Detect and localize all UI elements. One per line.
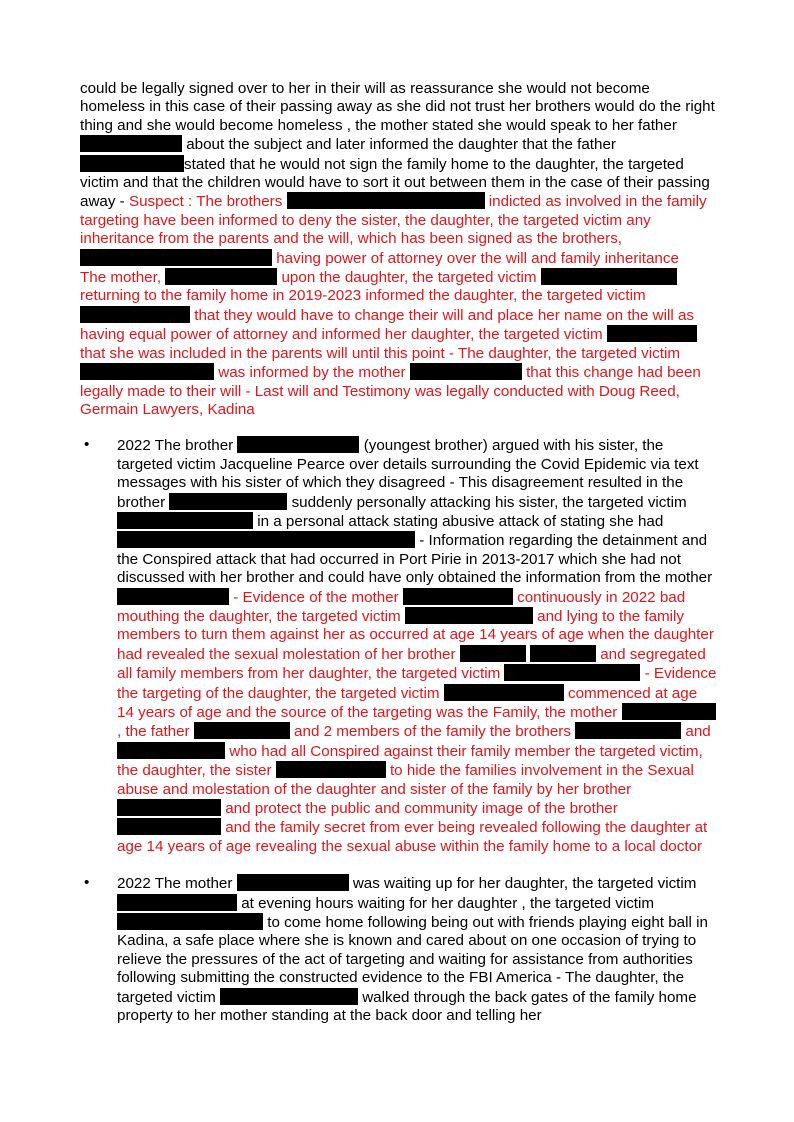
highlighted-text: that she was included in the parents will until this point - The daughter, the targeted victim <box>80 344 680 362</box>
redaction-box <box>541 268 677 285</box>
redaction-box <box>410 363 522 380</box>
bullet-item <box>80 874 718 1025</box>
redaction-box <box>575 722 681 739</box>
highlighted-text: returning to the family home in 2019-2023 informed the daughter, the targeted victim <box>80 287 646 305</box>
highlighted-text: and the family secret from ever being revealed following the daughter at age 14 years of age revealing the sexual abuse within the family home to a local doctor <box>117 819 708 855</box>
highlighted-text: that this change had been legally made to their will - Last will and Testimony was legally conducted with Doug Reed, Germain Lawyers, Kadina <box>80 364 701 418</box>
redaction-box <box>287 192 485 209</box>
redaction-box <box>607 325 697 342</box>
redaction-box <box>80 249 272 266</box>
highlighted-text: - Evidence the targeting of the daughter, the targeted victim <box>117 665 717 702</box>
body-text: was waiting up for her daughter, the targeted victim <box>348 875 697 893</box>
document-page <box>80 80 718 1044</box>
redaction-box <box>117 913 263 930</box>
highlighted-text: and lying to the family members to turn them against her as occurred at age 14 years of age when the daughter had revealed the sexual molestation of her brother <box>117 607 714 663</box>
body-text: suddenly personally attacking his sister, the targeted victim <box>287 493 687 511</box>
body-text: 2022 The mother <box>117 875 237 893</box>
highlighted-text: continuously in 2022 bad mouthing the daughter, the targeted victim <box>117 588 686 625</box>
highlighted-text: indicted as involved in the family targeting have been informed to deny the sister, the daughter, the targeted victim any inheritance from the parents and the will, which has been signed as the brothers, <box>80 193 707 248</box>
redaction-box <box>444 684 564 701</box>
body-text: in a personal attack stating abusive attack of stating she had <box>253 512 664 530</box>
highlighted-text: having power of attorney over the will and family inheritance <box>272 249 679 267</box>
highlighted-text: was informed by the mother <box>214 364 410 382</box>
highlighted-text: commenced at age 14 years of age and the source of the targeting was the Family, the mother <box>117 684 698 721</box>
body-text: at evening hours waiting for her daughter , the targeted victim <box>237 894 655 912</box>
bullet-marker: • <box>84 874 90 892</box>
highlighted-text: who had all Conspired against their family member the targeted victim, the daughter, the sister <box>117 742 703 780</box>
redaction-box <box>117 512 253 529</box>
highlighted-text: - Evidence of the mother <box>229 588 403 606</box>
body-text: stated that he would not sign the family home to the daughter, the targeted victim and that the children would have to sort it out between them in the case of their passing away - <box>80 155 710 211</box>
redaction-box <box>117 894 237 911</box>
redaction-box <box>530 645 596 662</box>
redaction-box <box>117 588 229 605</box>
redaction-box <box>194 722 290 739</box>
highlighted-text: to hide the families involvement in the Sexual abuse and molestation of the daughter and sister of the family by her brother <box>117 762 694 798</box>
body-text: (youngest brother) argued with his sister, the targeted victim Jacqueline Pearce over details surrounding the Covid Epidemic via text messages with his sister of which they disagreed - This disagreement resulted in the brother <box>117 437 699 511</box>
highlighted-text: upon the daughter, the targeted victim <box>277 269 541 287</box>
redaction-box <box>504 664 640 681</box>
redaction-box <box>80 363 214 380</box>
redaction-box <box>80 306 190 323</box>
highlighted-text: and 2 members of the family the brothers <box>289 723 576 741</box>
highlighted-text: that they would have to change their will and place her name on the will as having equal power of attorney and informed her daughter, the targeted victim <box>80 306 695 344</box>
redaction-box <box>460 645 526 662</box>
redaction-box <box>80 155 184 172</box>
bullet-item <box>80 436 718 856</box>
highlighted-text: and segregated all family members from her daughter, the targeted victim <box>117 645 706 683</box>
redaction-box <box>237 874 349 891</box>
highlighted-text: Suspect : The brothers <box>128 193 287 211</box>
intro-paragraph <box>80 80 718 419</box>
body-text: - Information regarding the detainment and the Conspired attack that had occurred in Port Pirie in 2013-2017 which she had not discussed with her brother and could have only obtained the information from the mother <box>117 532 713 587</box>
redaction-box <box>165 268 277 285</box>
redaction-box <box>117 799 221 816</box>
bullet-list <box>80 436 718 1025</box>
redaction-box <box>117 818 221 835</box>
redaction-box <box>80 135 182 152</box>
body-text: to come home following being out with friends playing eight ball in Kadina, a safe place where she is known and cared about on one occasion of trying to relieve the pressures of the act of targeting and waiting for assistance from authorities following submitting the constructed evidence to the FBI America - The daughter, the targeted victim <box>117 914 708 1006</box>
redaction-box <box>117 742 225 759</box>
bullet-marker: • <box>84 436 90 454</box>
redaction-box <box>276 761 386 778</box>
body-text: could be legally signed over to her in their will as reassurance she would not become homeless in this case of their passing away as she did not trust her brothers would do the right thing and she would become homeless , the mother stated she would speak to her father <box>80 80 715 134</box>
redaction-box <box>403 588 513 605</box>
highlighted-text: and protect the public and community image of the brother <box>221 800 618 818</box>
redaction-box <box>220 988 358 1005</box>
redaction-box <box>237 436 359 453</box>
redaction-box <box>622 703 716 720</box>
redaction-box <box>117 531 415 548</box>
redaction-box <box>405 607 533 624</box>
body-text: 2022 The brother <box>117 437 238 455</box>
highlighted-text: The mother, <box>80 269 166 287</box>
redaction-box <box>169 493 287 510</box>
body-text: walked through the back gates of the family home property to her mother standing at the back door and telling her <box>117 988 697 1025</box>
highlighted-text: , the father <box>117 723 194 741</box>
body-text: about the subject and later informed the daughter that the father <box>182 136 616 154</box>
highlighted-text: and <box>681 723 711 741</box>
